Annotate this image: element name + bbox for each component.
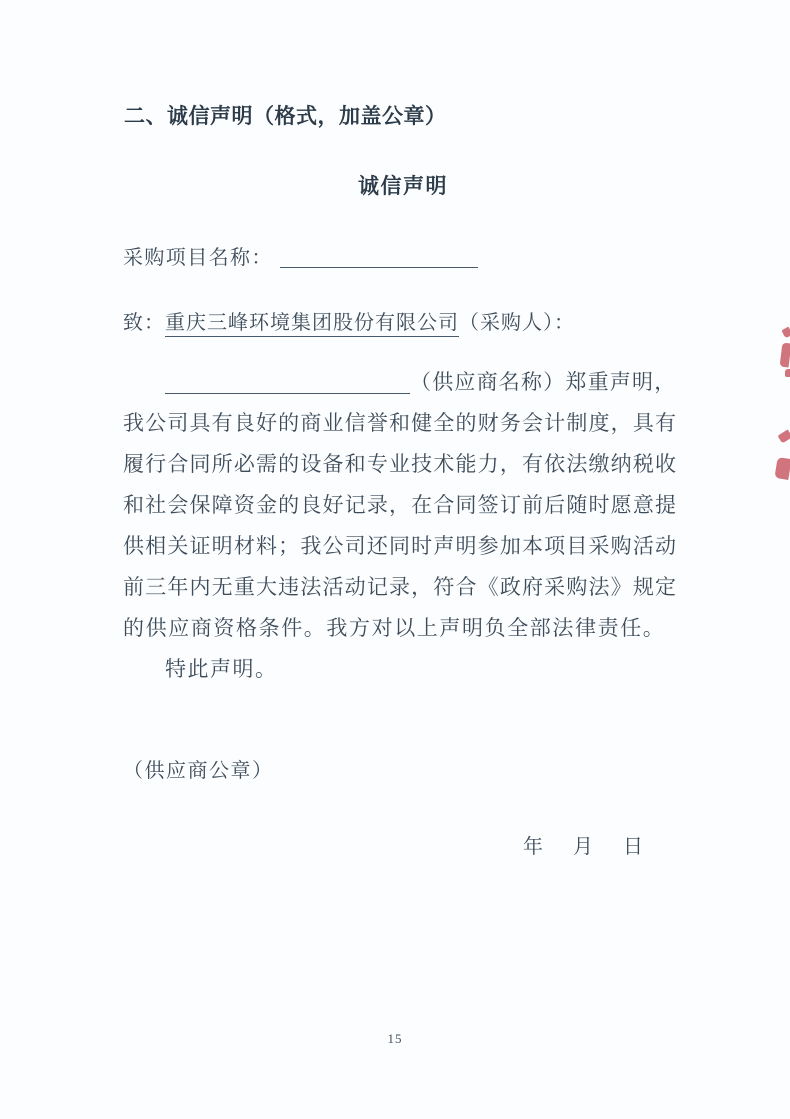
declaration-text-line: 履行合同所必需的设备和专业技术能力，有依法缴纳税收: [123, 452, 676, 476]
date-line: [523, 830, 643, 859]
declaration-text-line: 和社会保障资金的良好记录，在合同签订前后随时愿意提: [123, 493, 676, 517]
declaration-text-line: 前三年内无重大违法活动记录，符合《政府采购法》规定: [123, 575, 676, 599]
addressee-suffix: （采购人）：: [459, 312, 575, 334]
addressee-prefix: 致：: [123, 312, 165, 334]
red-seal-fragment: [778, 430, 790, 444]
declaration-text-line: 我公司具有良好的商业信誉和健全的财务会计制度，具有: [123, 411, 676, 435]
declaration-body: [123, 362, 676, 690]
day-label: 日: [623, 836, 643, 858]
red-seal-fragment: [785, 369, 790, 377]
supplier-name-blank: [165, 369, 410, 394]
addressee-line: [123, 306, 575, 335]
supplier-name-suffix: （供应商名称）郑重声明，: [410, 370, 677, 394]
section-heading: 二、诚信声明（格式，加盖公章）: [124, 105, 447, 128]
purchaser-company-name: 重庆三峰环境集团股份有限公司: [165, 312, 459, 337]
declaration-first-line: [123, 362, 676, 403]
project-name-label: 采购项目名称：: [123, 247, 273, 269]
declaration-text-line: 供相关证明材料；我公司还同时声明参加本项目采购活动: [123, 534, 676, 558]
page-number: 15: [387, 1031, 403, 1046]
project-name-blank: [280, 245, 478, 268]
year-label: 年: [523, 836, 543, 858]
red-seal-fragment: [780, 343, 790, 368]
declaration-closing: 特此声明。: [165, 657, 278, 681]
supplier-seal-note: （供应商公章）: [123, 760, 274, 782]
doc-title: 诚信声明: [358, 175, 448, 198]
red-seal-fragment: [781, 327, 790, 339]
red-seal-fragment: [774, 457, 790, 480]
month-label: 月: [573, 836, 593, 858]
declaration-text-line: 的供应商资格条件。我方对以上声明负全部法律责任。: [123, 616, 666, 640]
project-name-line: [123, 241, 478, 270]
